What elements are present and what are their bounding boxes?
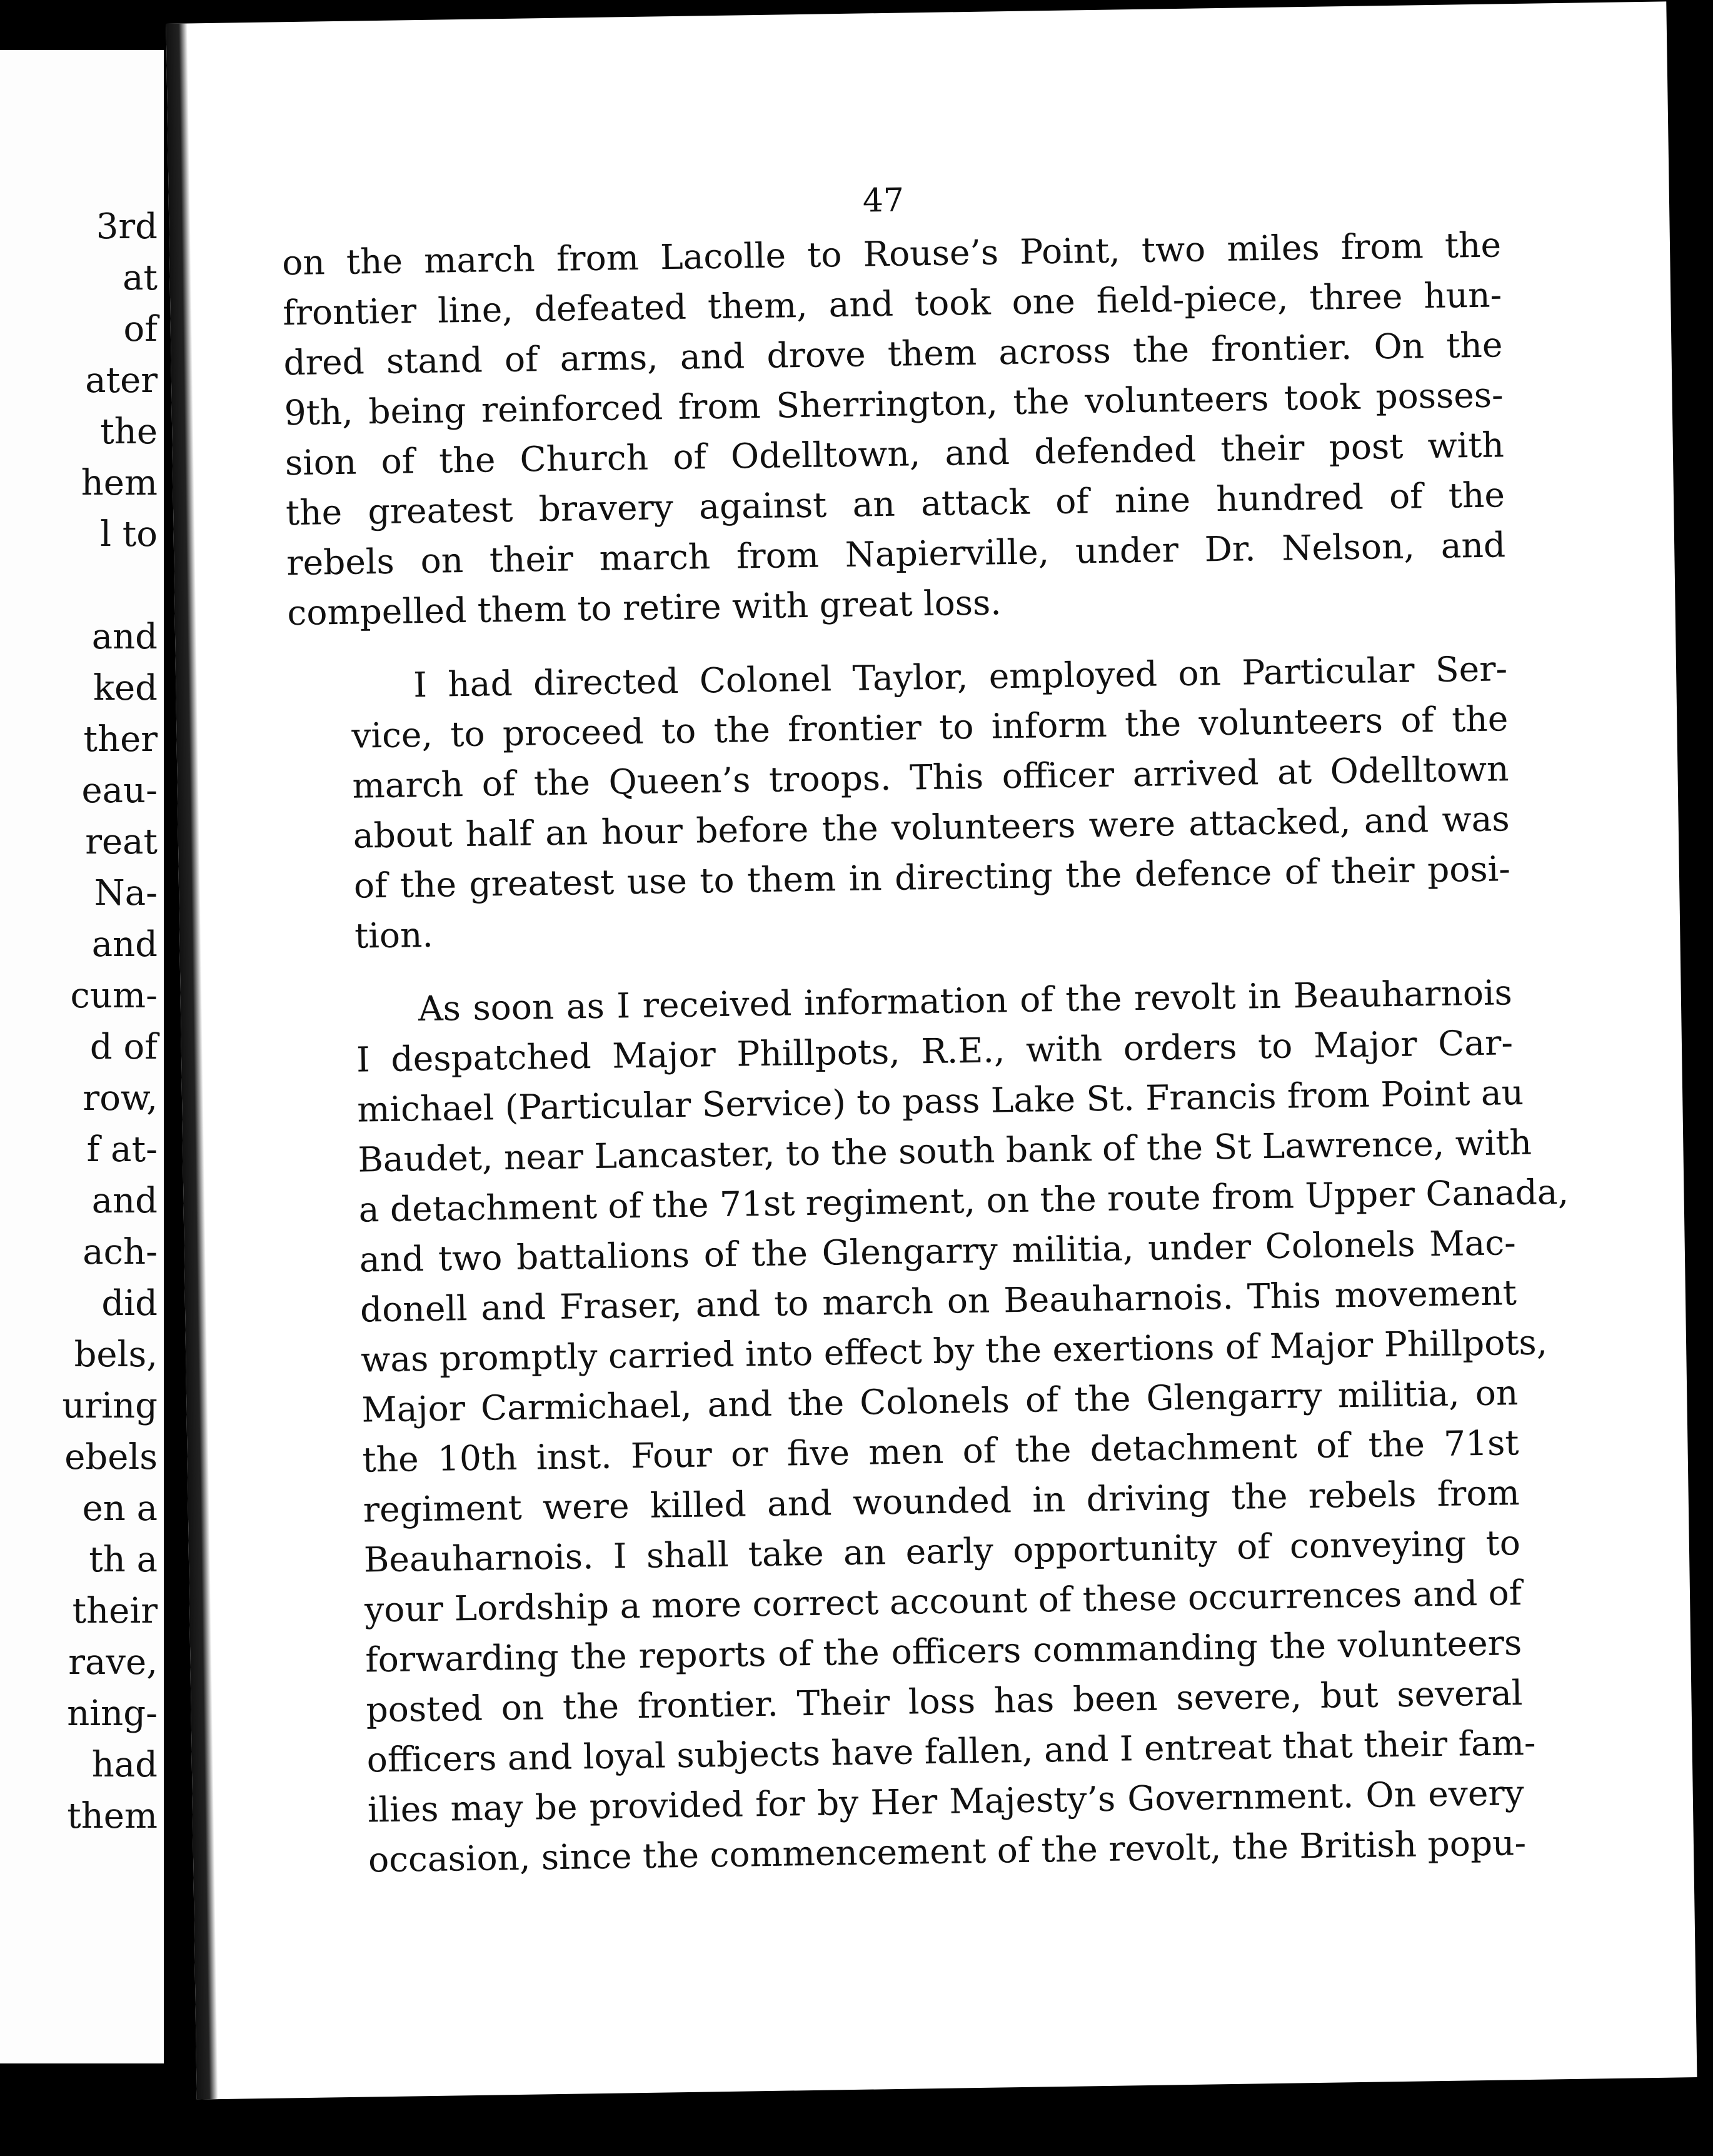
text-line: your Lordship a more correct account of these occurrences and of [364,1573,1522,1630]
left-page-fragment: d of [89,1027,158,1067]
text-line: was promptly carried into effect by the exertions of Major Phillpots, [360,1322,1548,1380]
text-line: donell and Fraser, and to march on Beauharnois. This movement [359,1272,1517,1330]
left-page-fragment: ked [93,668,158,708]
text-line: compelled them to retire with great loss. [287,582,1002,633]
left-page-fragment: of [123,309,158,350]
left-page-fragment: th a [89,1539,158,1580]
right-page [166,1,1697,2099]
left-page-fragment: rave, [68,1642,158,1683]
text-line: of the greatest use to them in directing the defence of their posi- [353,849,1511,906]
left-page-fragment: cum- [70,975,158,1016]
left-page-edge [0,50,164,2063]
left-page-fragment: reat [85,822,158,862]
text-line: the 10th inst. Four or five men of the detachment of the 71st [362,1423,1519,1480]
left-page-fragment: ther [83,719,158,760]
left-page-fragment: ebels [64,1437,158,1478]
left-page-fragment: f at- [86,1129,158,1170]
text-line: dred stand of arms, and drove them across the frontier. On the [283,325,1503,383]
text-line: forwarding the reports of the officers commanding the volunteers [364,1623,1522,1680]
left-page-fragment: 3rd [96,206,158,247]
left-page-fragment: hem [81,463,158,503]
paragraph [293,967,1569,1886]
left-page-fragment: ning- [67,1693,158,1734]
text-line: vice, to proceed to the frontier to inform the volunteers of the [351,698,1509,756]
text-line: march of the Queen’s troops. This officer arrived at Odelltown [352,748,1509,806]
text-line: Beauharnois. I shall take an early opportunity of conveying to [363,1523,1521,1580]
paragraph [288,643,1512,962]
text-line: I had directed Colonel Taylor, employed on Particular Ser- [413,648,1508,705]
left-page-fragment: and [91,1181,158,1221]
text-line: the greatest bravery against an attack of nine hundred of the [285,475,1505,533]
text-line: As soon as I received information of the revolt in Beauharnois [418,972,1513,1029]
text-line: Major Carmichael, and the Colonels of the Glengarry militia, on [361,1373,1519,1430]
left-page-fragment: l to [100,514,158,555]
paragraph [282,219,1507,638]
left-page-fragment: the [100,411,158,452]
text-line: on the march from Lacolle to Rouse’s Point, two miles from the [281,224,1502,283]
text-line: tion. [354,914,434,956]
left-page-fragment: and [91,617,158,657]
left-page-fragment: Na- [94,873,158,914]
text-line: frontier line, defeated them, and took one field-piece, three hun- [282,275,1502,333]
text-line: a detachment of the 71st regiment, on the route from Upper Canada, [358,1171,1569,1230]
left-page-fragment: ater [85,360,158,401]
text-line: and two battalions of the Glengarry militia, under Colonels Mac- [359,1222,1517,1280]
text-line: sion of the Church of Odelltown, and defended their post with [284,425,1505,483]
left-page-fragment: en a [82,1488,158,1529]
left-page-fragment: their [72,1591,158,1631]
left-page-fragment: and [91,924,158,965]
text-line: occasion, since the commencement of the revolt, the British popu- [368,1823,1527,1880]
left-page-fragment: did [101,1283,158,1324]
page-number: 47 [862,181,905,220]
text-line: posted on the frontier. Their loss has been severe, but several [366,1673,1523,1730]
text-line: rebels on their march from Napierville, under Dr. Nelson, and [286,525,1506,583]
left-page-fragment: them [67,1796,158,1836]
left-page-fragment: uring [62,1386,158,1426]
text-line: michael (Particular Service) to pass Lake St. Francis from Point au [356,1072,1524,1130]
text-line: officers and loyal subjects have fallen, and I entreat that their fam- [366,1722,1536,1780]
left-page-fragment: bels, [74,1334,158,1375]
body-text [281,219,1569,1910]
text-line: I despatched Major Phillpots, R.E., with orders to Major Car- [356,1022,1514,1080]
text-line: regiment were killed and wounded in driving the rebels from [363,1473,1520,1530]
left-page-fragment: at [123,258,158,298]
left-page-fragment: ach- [83,1232,158,1272]
text-line: ilies may be provided for by Her Majesty’s Government. On every [367,1773,1525,1830]
text-line: 9th, being reinforced from Sherrington, the volunteers took posses- [284,375,1504,433]
page-binding-shadow [166,23,218,2099]
left-page-fragment: had [91,1745,158,1785]
text-line: Baudet, near Lancaster, to the south bank of the St Lawrence, with [358,1122,1532,1180]
left-page-fragment: eau- [81,770,158,811]
text-line: about half an hour before the volunteers were attacked, and was [353,798,1510,856]
left-page-fragment: row, [83,1078,158,1119]
